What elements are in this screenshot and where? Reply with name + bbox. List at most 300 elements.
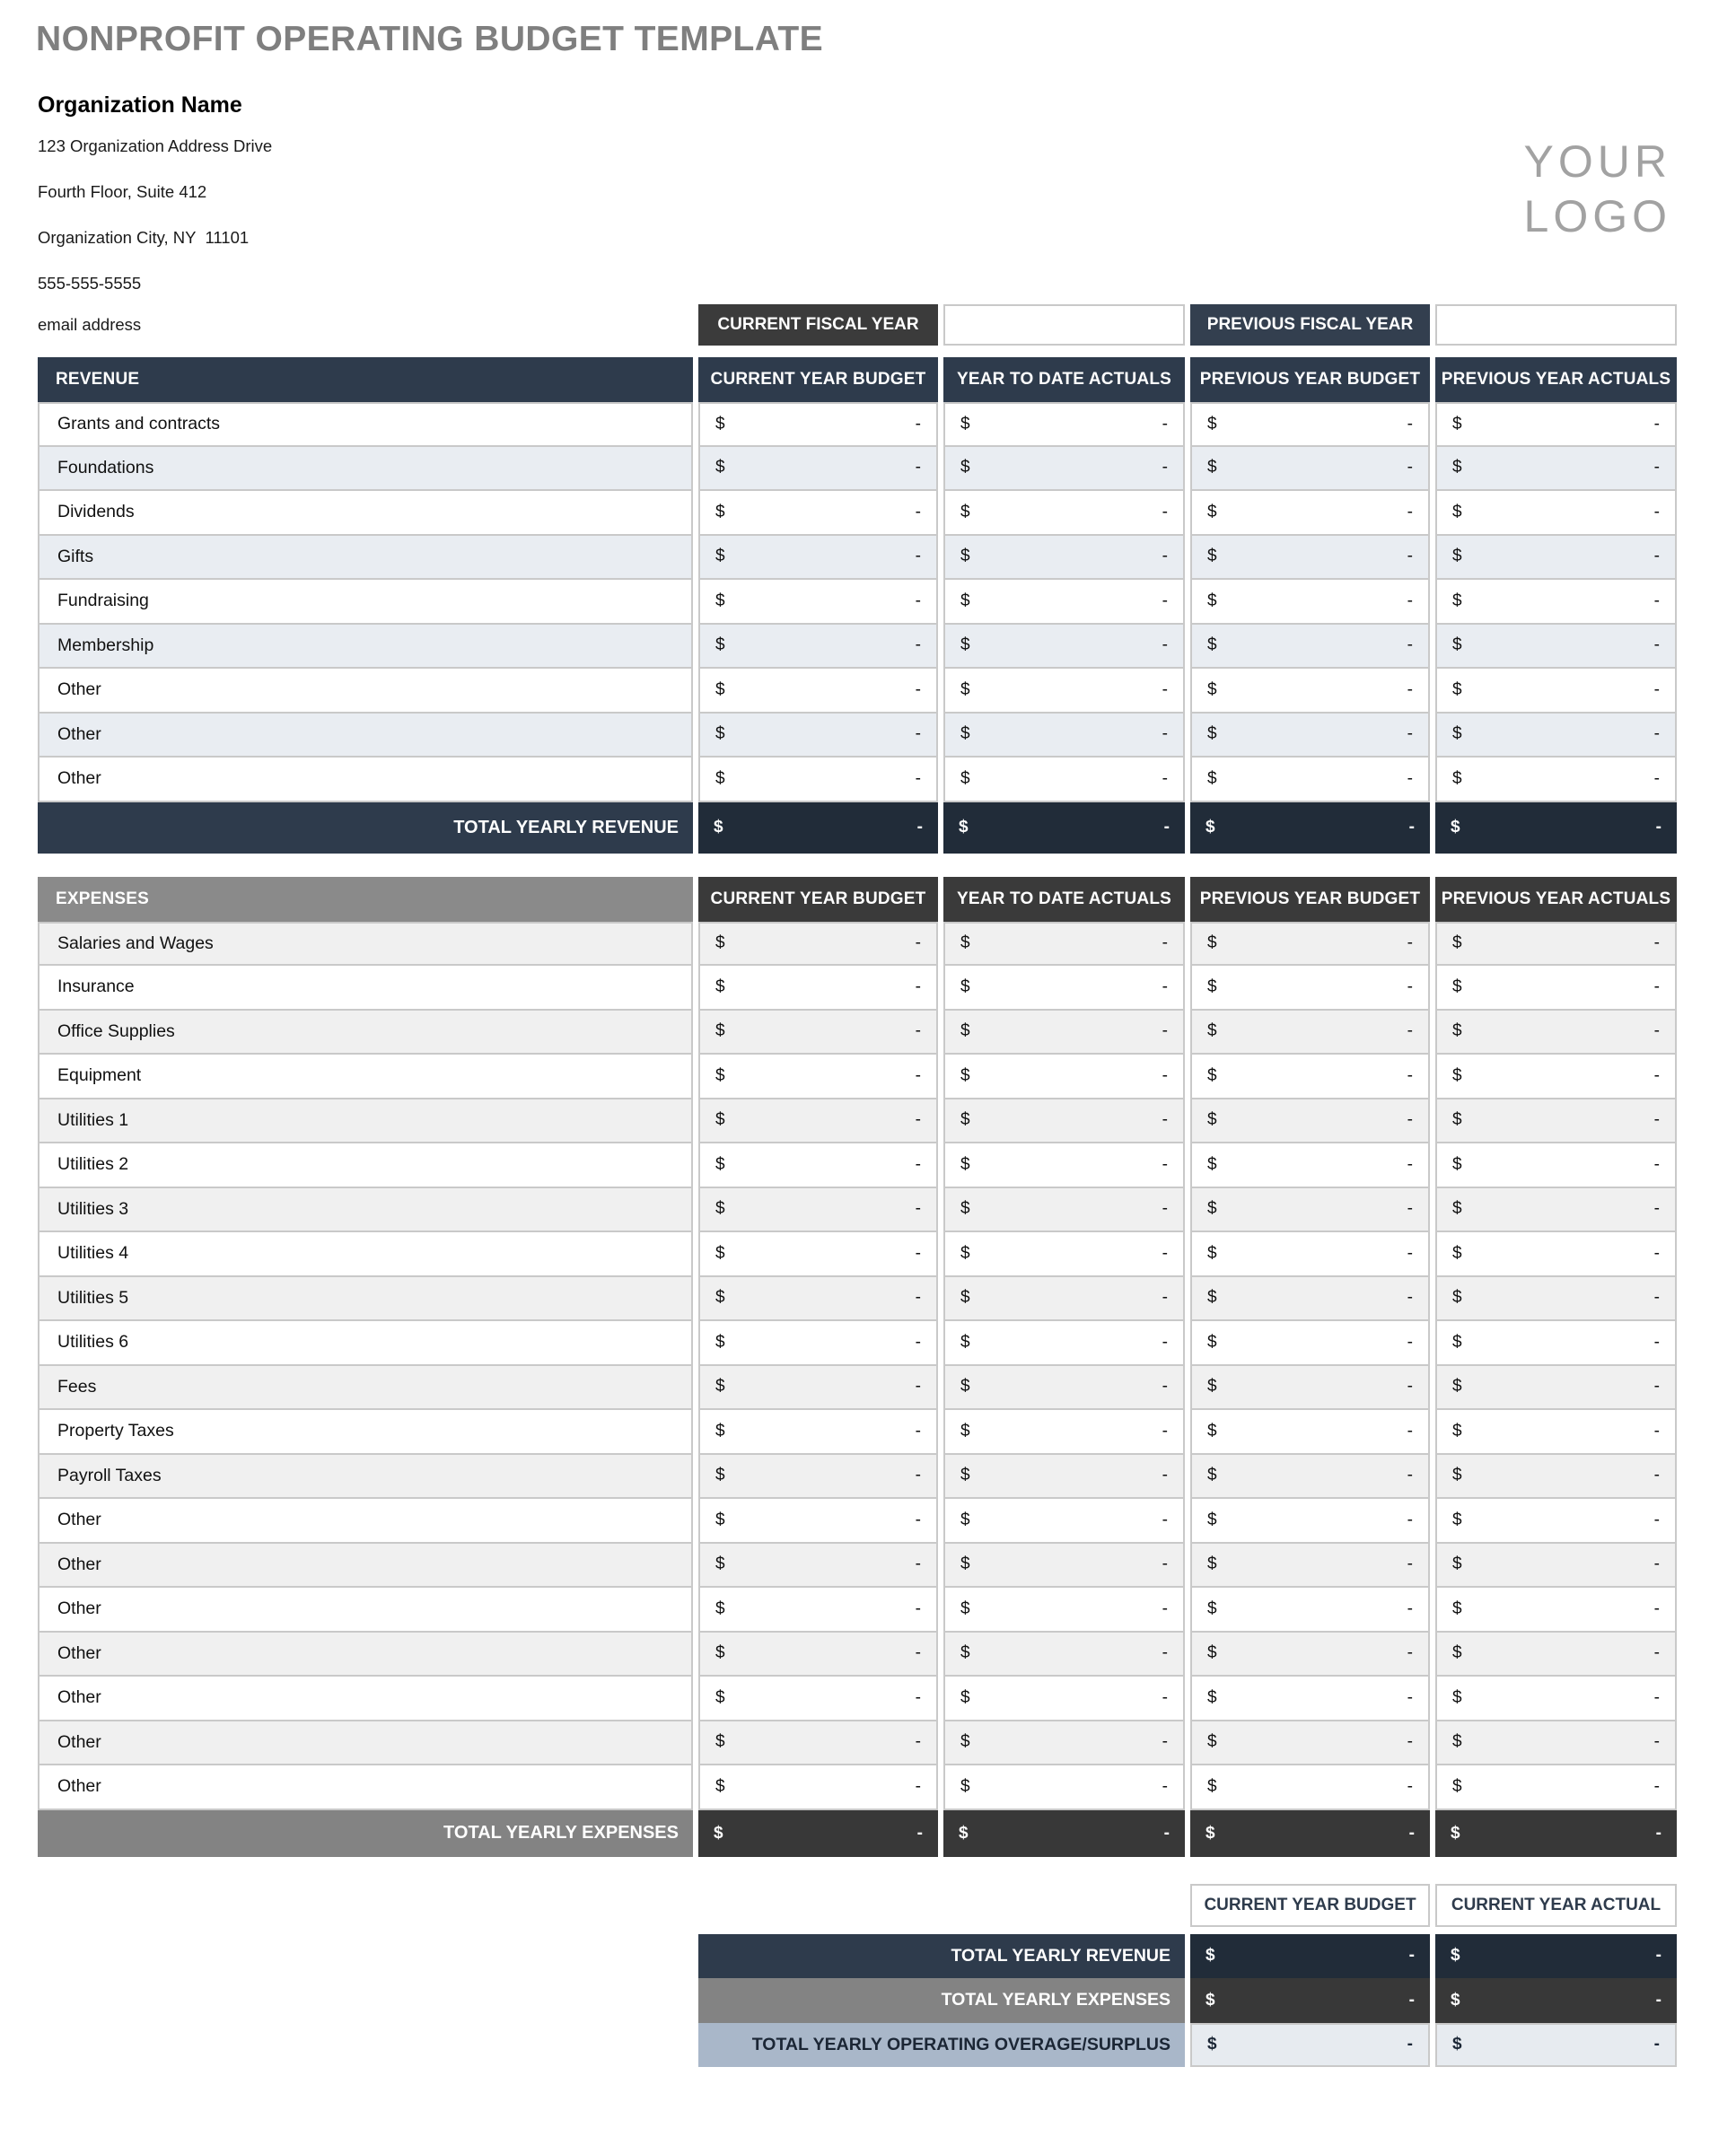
amount-value: - — [1653, 977, 1660, 996]
row-label: Other — [38, 1633, 693, 1677]
currency-symbol: $ — [1207, 1732, 1217, 1752]
currency-symbol: $ — [960, 679, 970, 699]
amount-cell[interactable] — [698, 758, 938, 802]
amount-cell[interactable] — [698, 922, 938, 967]
amount-cell[interactable] — [943, 1232, 1185, 1277]
row-label: Property Taxes — [38, 1410, 693, 1455]
row-label: Fees — [38, 1366, 693, 1411]
amount-cell[interactable] — [1435, 491, 1677, 536]
org-address-line: Organization City, NY 11101 — [38, 228, 250, 247]
amount-cell[interactable] — [1435, 1321, 1677, 1366]
currency-symbol: $ — [1451, 818, 1460, 836]
currency-symbol: $ — [960, 1421, 970, 1441]
amount-cell[interactable] — [1190, 714, 1430, 758]
amount-cell[interactable] — [698, 714, 938, 758]
amount-value: - — [1407, 1154, 1413, 1174]
currency-symbol: $ — [1452, 1199, 1462, 1219]
amount-cell[interactable] — [698, 1721, 938, 1766]
total-amount-cell[interactable] — [943, 802, 1185, 854]
amount-cell[interactable] — [1190, 1055, 1430, 1099]
revenue-row — [38, 536, 1677, 581]
amount-value: - — [915, 1021, 921, 1041]
amount-value: - — [915, 1732, 921, 1752]
amount-cell[interactable] — [943, 1588, 1185, 1633]
currency-symbol: $ — [960, 1154, 970, 1174]
amount-cell[interactable] — [698, 1099, 938, 1144]
amount-cell[interactable] — [1435, 1544, 1677, 1589]
amount-value: - — [1653, 768, 1660, 788]
currency-symbol: $ — [1452, 933, 1462, 953]
amount-cell[interactable] — [698, 669, 938, 714]
amount-value: - — [915, 768, 921, 788]
amount-value: - — [1653, 1598, 1660, 1618]
logo-line: YOUR — [1523, 136, 1671, 187]
amount-cell[interactable] — [1190, 625, 1430, 670]
amount-cell[interactable] — [943, 1011, 1185, 1055]
amount-cell[interactable] — [698, 1765, 938, 1810]
amount-cell[interactable] — [1190, 758, 1430, 802]
amount-cell[interactable] — [1190, 1499, 1430, 1544]
amount-value: - — [1408, 1823, 1415, 1843]
amount-value: - — [915, 724, 921, 744]
amount-cell[interactable] — [698, 1321, 938, 1366]
amount-cell[interactable] — [698, 1055, 938, 1099]
row-label: Grants and contracts — [38, 402, 693, 447]
amount-cell[interactable] — [1435, 922, 1677, 967]
org-email: email address — [38, 315, 142, 334]
amount-cell[interactable] — [698, 1677, 938, 1721]
amount-value: - — [1653, 1421, 1660, 1441]
currency-symbol: $ — [1207, 1466, 1217, 1485]
currency-symbol: $ — [715, 977, 725, 996]
amount-cell[interactable] — [943, 1055, 1185, 1099]
total-amount-cell[interactable] — [1435, 1810, 1677, 1857]
total-amount-cell[interactable] — [698, 802, 938, 854]
expense-row — [38, 1499, 1677, 1544]
currency-symbol: $ — [1451, 1946, 1460, 1966]
amount-value: - — [1162, 1510, 1168, 1529]
amount-cell[interactable] — [1190, 966, 1430, 1011]
amount-cell[interactable] — [943, 1499, 1185, 1544]
amount-cell[interactable] — [698, 966, 938, 1011]
amount-cell[interactable] — [943, 1188, 1185, 1233]
amount-cell[interactable] — [943, 491, 1185, 536]
currency-symbol: $ — [715, 414, 725, 434]
revenue-row — [38, 758, 1677, 802]
currency-symbol: $ — [960, 458, 970, 477]
amount-cell[interactable] — [1190, 447, 1430, 492]
amount-cell[interactable] — [698, 1455, 938, 1500]
row-label: Other — [38, 1677, 693, 1721]
summary-amount-cell[interactable] — [1190, 1978, 1430, 2023]
amount-value: - — [1408, 1946, 1415, 1966]
amount-cell[interactable] — [1190, 1765, 1430, 1810]
row-label: Other — [38, 758, 693, 802]
amount-value: - — [1407, 768, 1413, 788]
amount-value: - — [915, 1288, 921, 1308]
currency-symbol: $ — [1452, 1154, 1462, 1174]
org-name: Organization Name — [38, 92, 242, 118]
amount-cell[interactable] — [698, 1410, 938, 1455]
amount-cell[interactable] — [1435, 1277, 1677, 1322]
amount-cell[interactable] — [1190, 1188, 1430, 1233]
summary-amount-cell[interactable] — [1190, 2023, 1430, 2068]
currency-symbol: $ — [715, 547, 725, 566]
amount-value: - — [915, 1510, 921, 1529]
amount-value: - — [1653, 1510, 1660, 1529]
currency-symbol: $ — [715, 1288, 725, 1308]
amount-cell[interactable] — [698, 1232, 938, 1277]
expense-row — [38, 1232, 1677, 1277]
amount-cell[interactable] — [1435, 402, 1677, 447]
currency-symbol: $ — [1207, 591, 1217, 610]
amount-value: - — [1653, 547, 1660, 566]
amount-cell[interactable] — [1190, 491, 1430, 536]
currency-symbol: $ — [960, 1199, 970, 1219]
amount-cell[interactable] — [1435, 1366, 1677, 1411]
amount-cell[interactable] — [1435, 1499, 1677, 1544]
currency-symbol: $ — [715, 933, 725, 953]
summary-header-row — [698, 1884, 1677, 1927]
currency-symbol: $ — [715, 1065, 725, 1085]
amount-cell[interactable] — [943, 922, 1185, 967]
currency-symbol: $ — [715, 1332, 725, 1352]
expense-row — [38, 1410, 1677, 1455]
currency-symbol: $ — [715, 679, 725, 699]
column-header-year-to-date-actuals: YEAR TO DATE ACTUALS — [943, 877, 1185, 922]
currency-symbol: $ — [1207, 1643, 1217, 1663]
amount-value: - — [1653, 933, 1660, 953]
currency-symbol: $ — [715, 724, 725, 744]
amount-cell[interactable] — [1435, 1677, 1677, 1721]
amount-cell[interactable] — [943, 1321, 1185, 1366]
total-expenses-label: TOTAL YEARLY EXPENSES — [38, 1810, 693, 1857]
expense-row — [38, 1055, 1677, 1099]
amount-value: - — [1162, 1643, 1168, 1663]
expenses-section-label: EXPENSES — [38, 877, 693, 922]
expenses-table — [38, 877, 1677, 1857]
amount-cell[interactable] — [1435, 536, 1677, 581]
currency-symbol: $ — [1207, 1021, 1217, 1041]
amount-value: - — [1653, 458, 1660, 477]
currency-symbol: $ — [1452, 2035, 1462, 2054]
amount-cell[interactable] — [943, 1277, 1185, 1322]
row-label: Utilities 4 — [38, 1232, 693, 1277]
amount-value: - — [1162, 1555, 1168, 1574]
amount-cell[interactable] — [1190, 580, 1430, 625]
amount-value: - — [1653, 1377, 1660, 1397]
previous-fiscal-year-value-cell[interactable] — [1435, 304, 1677, 346]
amount-value: - — [1162, 1065, 1168, 1085]
row-label: Other — [38, 1544, 693, 1589]
amount-cell[interactable] — [1190, 1232, 1430, 1277]
amount-value: - — [1162, 1466, 1168, 1485]
expenses-header-row — [38, 877, 1677, 922]
amount-value: - — [1653, 2035, 1660, 2054]
amount-cell[interactable] — [943, 1765, 1185, 1810]
currency-symbol: $ — [1207, 1555, 1217, 1574]
amount-cell[interactable] — [943, 402, 1185, 447]
currency-symbol: $ — [960, 768, 970, 788]
currency-symbol: $ — [1207, 1510, 1217, 1529]
amount-cell[interactable] — [698, 1499, 938, 1544]
currency-symbol: $ — [960, 1065, 970, 1085]
total-amount-cell[interactable] — [1190, 1810, 1430, 1857]
amount-cell[interactable] — [698, 625, 938, 670]
currency-symbol: $ — [960, 1510, 970, 1529]
amount-value: - — [915, 1466, 921, 1485]
currency-symbol: $ — [1207, 977, 1217, 996]
amount-value: - — [915, 1065, 921, 1085]
currency-symbol: $ — [1207, 1776, 1217, 1796]
amount-cell[interactable] — [1435, 1099, 1677, 1144]
amount-cell[interactable] — [943, 1099, 1185, 1144]
summary-amount-cell[interactable] — [1435, 1934, 1677, 1979]
amount-value: - — [1653, 1332, 1660, 1352]
amount-cell[interactable] — [1435, 1410, 1677, 1455]
currency-symbol: $ — [1452, 414, 1462, 434]
amount-cell[interactable] — [1190, 1277, 1430, 1322]
amount-cell[interactable] — [1190, 1366, 1430, 1411]
amount-value: - — [1407, 1021, 1413, 1041]
amount-value: - — [1162, 1288, 1168, 1308]
total-amount-cell[interactable] — [698, 1810, 938, 1857]
amount-value: - — [1407, 1466, 1413, 1485]
expense-row — [38, 1366, 1677, 1411]
amount-value: - — [1162, 1199, 1168, 1219]
amount-cell[interactable] — [943, 625, 1185, 670]
amount-value: - — [915, 547, 921, 566]
amount-cell[interactable] — [1435, 1765, 1677, 1810]
org-address-block — [38, 136, 272, 320]
revenue-table — [38, 357, 1677, 854]
amount-value: - — [1162, 1776, 1168, 1796]
amount-cell[interactable] — [943, 714, 1185, 758]
amount-cell[interactable] — [943, 758, 1185, 802]
amount-cell[interactable] — [698, 1143, 938, 1188]
currency-symbol: $ — [1207, 2035, 1217, 2054]
currency-symbol: $ — [1207, 635, 1217, 655]
amount-cell[interactable] — [1190, 1677, 1430, 1721]
amount-cell[interactable] — [698, 1544, 938, 1589]
total-amount-cell[interactable] — [1190, 802, 1430, 854]
amount-cell[interactable] — [698, 491, 938, 536]
amount-value: - — [916, 818, 923, 836]
amount-cell[interactable] — [1435, 580, 1677, 625]
amount-cell[interactable] — [1190, 669, 1430, 714]
expense-row — [38, 1011, 1677, 1055]
amount-value: - — [1163, 818, 1170, 836]
currency-symbol: $ — [1207, 1243, 1217, 1263]
amount-value: - — [915, 635, 921, 655]
amount-cell[interactable] — [943, 580, 1185, 625]
currency-symbol: $ — [1207, 458, 1217, 477]
amount-cell[interactable] — [698, 536, 938, 581]
revenue-row — [38, 402, 1677, 447]
amount-cell[interactable] — [1435, 447, 1677, 492]
revenue-row — [38, 580, 1677, 625]
amount-cell[interactable] — [698, 1277, 938, 1322]
currency-symbol: $ — [1452, 768, 1462, 788]
amount-value: - — [1407, 547, 1413, 566]
current-fiscal-year-value-cell[interactable] — [943, 304, 1185, 346]
currency-symbol: $ — [715, 1421, 725, 1441]
amount-cell[interactable] — [943, 1633, 1185, 1677]
row-label: Salaries and Wages — [38, 922, 693, 967]
amount-cell[interactable] — [943, 1721, 1185, 1766]
amount-cell[interactable] — [1435, 1011, 1677, 1055]
summary-amount-cell[interactable] — [1435, 2023, 1677, 2068]
amount-value: - — [1653, 1110, 1660, 1130]
amount-value: - — [1162, 768, 1168, 788]
current-fiscal-year-label: CURRENT FISCAL YEAR — [698, 304, 938, 346]
total-amount-cell[interactable] — [1435, 802, 1677, 854]
expense-row — [38, 922, 1677, 967]
amount-cell[interactable] — [1435, 625, 1677, 670]
amount-value: - — [1653, 1555, 1660, 1574]
amount-value: - — [1162, 1687, 1168, 1707]
row-label: Payroll Taxes — [38, 1455, 693, 1500]
amount-value: - — [1653, 591, 1660, 610]
currency-symbol: $ — [960, 591, 970, 610]
column-header-current-year-budget: CURRENT YEAR BUDGET — [698, 357, 938, 402]
currency-symbol: $ — [1207, 414, 1217, 434]
currency-symbol: $ — [1452, 1243, 1462, 1263]
amount-cell[interactable] — [1190, 1143, 1430, 1188]
amount-value: - — [915, 458, 921, 477]
currency-symbol: $ — [1207, 1421, 1217, 1441]
amount-cell[interactable] — [1435, 1188, 1677, 1233]
amount-value: - — [1162, 1421, 1168, 1441]
amount-cell[interactable] — [698, 1011, 938, 1055]
amount-value: - — [915, 679, 921, 699]
currency-symbol: $ — [715, 591, 725, 610]
amount-cell[interactable] — [1190, 922, 1430, 967]
currency-symbol: $ — [1452, 1466, 1462, 1485]
amount-cell[interactable] — [943, 1544, 1185, 1589]
amount-cell[interactable] — [698, 1633, 938, 1677]
amount-value: - — [1407, 1732, 1413, 1752]
summary-amount-cell[interactable] — [1435, 1978, 1677, 2023]
amount-cell[interactable] — [698, 580, 938, 625]
revenue-row — [38, 669, 1677, 714]
summary-row — [698, 1934, 1677, 1979]
amount-cell[interactable] — [1435, 1055, 1677, 1099]
column-header-previous-year-budget: PREVIOUS YEAR BUDGET — [1190, 357, 1430, 402]
amount-value: - — [1653, 1199, 1660, 1219]
amount-cell[interactable] — [943, 669, 1185, 714]
amount-cell[interactable] — [698, 1366, 938, 1411]
currency-symbol: $ — [1452, 502, 1462, 521]
amount-cell[interactable] — [1190, 1455, 1430, 1500]
amount-cell[interactable] — [943, 1366, 1185, 1411]
amount-value: - — [915, 1643, 921, 1663]
amount-cell[interactable] — [943, 536, 1185, 581]
currency-symbol: $ — [1452, 1332, 1462, 1352]
amount-cell[interactable] — [1190, 402, 1430, 447]
amount-cell[interactable] — [943, 447, 1185, 492]
currency-symbol: $ — [1452, 1021, 1462, 1041]
revenue-row — [38, 625, 1677, 670]
amount-cell[interactable] — [1435, 1143, 1677, 1188]
amount-cell[interactable] — [1190, 1410, 1430, 1455]
currency-symbol: $ — [1207, 679, 1217, 699]
amount-cell[interactable] — [943, 1677, 1185, 1721]
currency-symbol: $ — [960, 635, 970, 655]
amount-cell[interactable] — [1190, 1633, 1430, 1677]
summary-amount-cell[interactable] — [1190, 1934, 1430, 1979]
amount-value: - — [1407, 933, 1413, 953]
amount-value: - — [1162, 1332, 1168, 1352]
currency-symbol: $ — [960, 1332, 970, 1352]
amount-cell[interactable] — [1435, 966, 1677, 1011]
amount-value: - — [915, 1776, 921, 1796]
amount-cell[interactable] — [1190, 1588, 1430, 1633]
amount-cell[interactable] — [698, 447, 938, 492]
amount-cell[interactable] — [1435, 714, 1677, 758]
amount-cell[interactable] — [698, 402, 938, 447]
amount-cell[interactable] — [1435, 669, 1677, 714]
logo-line: LOGO — [1523, 191, 1671, 241]
amount-cell[interactable] — [1190, 1721, 1430, 1766]
amount-cell[interactable] — [943, 966, 1185, 1011]
expense-row — [38, 1633, 1677, 1677]
amount-cell[interactable] — [1190, 536, 1430, 581]
amount-cell[interactable] — [1190, 1011, 1430, 1055]
amount-value: - — [1407, 458, 1413, 477]
amount-cell[interactable] — [943, 1410, 1185, 1455]
summary-table — [38, 1884, 1677, 2068]
currency-symbol: $ — [960, 977, 970, 996]
amount-cell[interactable] — [943, 1143, 1185, 1188]
amount-value: - — [1408, 818, 1415, 836]
amount-cell[interactable] — [1435, 758, 1677, 802]
amount-cell[interactable] — [1435, 1721, 1677, 1766]
row-label: Utilities 5 — [38, 1277, 693, 1322]
amount-value: - — [1653, 1065, 1660, 1085]
currency-symbol: $ — [715, 1466, 725, 1485]
amount-cell[interactable] — [1190, 1321, 1430, 1366]
org-phone: 555-555-5555 — [38, 274, 142, 293]
revenue-header-row — [38, 357, 1677, 402]
currency-symbol: $ — [960, 1466, 970, 1485]
revenue-row — [38, 714, 1677, 758]
row-label: Fundraising — [38, 580, 693, 625]
currency-symbol: $ — [960, 1555, 970, 1574]
currency-symbol: $ — [715, 1598, 725, 1618]
amount-cell[interactable] — [1435, 1588, 1677, 1633]
amount-cell[interactable] — [1435, 1455, 1677, 1500]
currency-symbol: $ — [1207, 1377, 1217, 1397]
amount-cell[interactable] — [1190, 1099, 1430, 1144]
amount-cell[interactable] — [1435, 1232, 1677, 1277]
amount-cell[interactable] — [943, 1455, 1185, 1500]
currency-symbol: $ — [1452, 635, 1462, 655]
amount-cell[interactable] — [698, 1188, 938, 1233]
total-amount-cell[interactable] — [943, 1810, 1185, 1857]
amount-cell[interactable] — [698, 1588, 938, 1633]
currency-symbol: $ — [1206, 818, 1215, 836]
amount-value: - — [1407, 1687, 1413, 1707]
currency-symbol: $ — [715, 1021, 725, 1041]
expense-row — [38, 966, 1677, 1011]
expense-row — [38, 1099, 1677, 1144]
currency-symbol: $ — [1452, 1687, 1462, 1707]
amount-value: - — [1162, 1598, 1168, 1618]
amount-cell[interactable] — [1190, 1544, 1430, 1589]
amount-cell[interactable] — [1435, 1633, 1677, 1677]
row-label: Utilities 2 — [38, 1143, 693, 1188]
